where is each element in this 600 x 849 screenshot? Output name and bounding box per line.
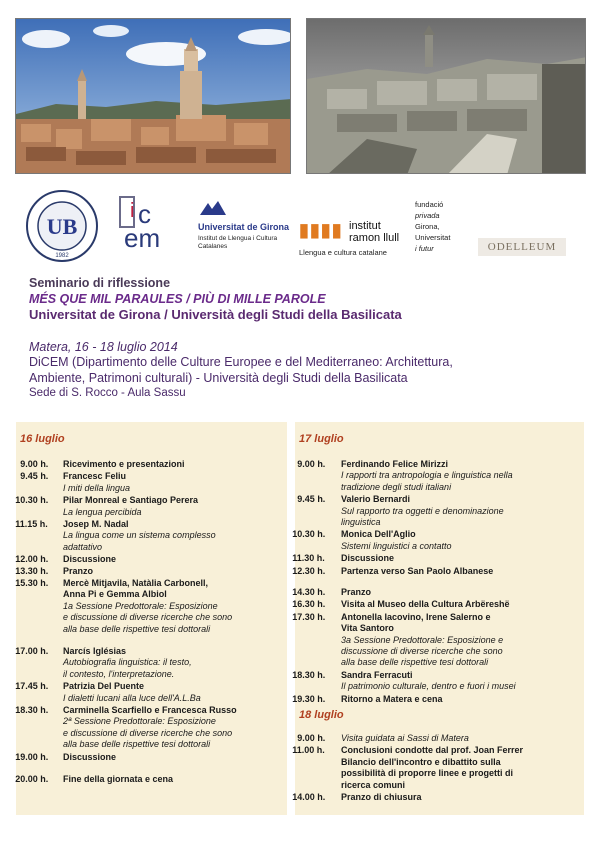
schedule-text: Ritorno a Matera e cena [341,693,443,704]
schedule-time: 9.00 h. [20,459,49,469]
schedule-text: Patrizia Del Puente [63,681,145,692]
institut-ramon-llull-logo: ▮▮▮▮ institut ramon llull Llengua e cultura catalane [299,220,400,257]
schedule-text: Anna Pi e Gemma Albiol [63,589,167,600]
schedule-text: Pranzo di chiusura [341,792,422,802]
schedule-detail: il contesto, l'interpretazione. [63,668,175,679]
department-line-2: Ambiente, Patrimoni culturali) - Università degli Studi della Basilicata [29,371,408,385]
schedule-time: 17.00 h. [15,646,49,656]
schedule-detail: Sul rapporto tra oggetti e denominazione [341,505,504,516]
schedule-detail: 2ª Sessione Predottorale: Esposizione [63,716,216,727]
schedule-detail: Autobiografia linguistica: il testo, [63,657,192,668]
schedule-text: Discussione [63,554,117,565]
schedule-text: Narcís Iglésias [63,646,127,656]
schedule-text: Partenza verso San Paolo Albanese [341,565,494,576]
schedule-time: 20.00 h. [15,774,49,784]
schedule-time: 17.45 h. [15,681,49,692]
svg-text:1982: 1982 [55,253,69,259]
svg-text:UB: UB [46,214,78,239]
program-panel-right [292,422,584,815]
schedule-time: 14.00 h. [292,792,326,802]
schedule-time: 9.45 h. [297,494,326,505]
seminar-title: MÉS QUE MIL PARAULES / PIÙ DI MILLE PAROLE [29,292,326,306]
schedule-text: Discussione [341,553,395,564]
schedule-detail: alla base delle rispettive tesi dottorali [63,739,211,750]
seminar-date: Matera, 16 - 18 luglio 2014 [29,340,178,354]
schedule-text: Ricevimento e presentazioni [63,459,185,469]
schedule-text: Visita al Museo della Cultura Arbëreshë [341,599,510,610]
schedule-time: 12.30 h. [292,565,326,576]
dicem-logo [118,187,180,257]
schedule-detail: I dialetti lucani alla luce dell'A.L.Ba [63,692,201,703]
schedule-detail: adattativo [63,541,103,552]
venue: Sede di S. Rocco - Aula Sassu [29,387,186,399]
schedule-text: Discussione [63,751,117,762]
schedule-detail: alla base delle rispettive tesi dottorali [63,623,211,634]
schedule-time: 9.00 h. [297,733,326,743]
schedule-text: Valerio Bernardi [341,494,411,505]
schedule-text: Francesc Feliu [63,471,127,482]
schedule-time: 14.30 h. [292,587,326,597]
schedule-time: 19.30 h. [292,693,326,704]
fundacio-girona-logo: fundació privada Girona, Universitat i futur [415,200,451,253]
schedule-time: 18.30 h. [292,669,326,680]
schedule-detail: Sistemi linguistici a contatto [341,540,452,551]
schedule-text: Pranzo [341,587,372,597]
seminar-info-block [29,340,589,399]
schedule-detail: La lingua come un sistema complesso [63,530,216,541]
schedule-time: 9.00 h. [297,459,326,469]
schedule-detail: alla base delle rispettive tesi dottorali [341,657,489,668]
schedule-text: Pilar Monreal e Santiago Perera [63,495,199,506]
seminar-organizers: Universitat de Girona / Università degli Studi della Basilicata [29,307,402,322]
schedule-detail: linguistica [341,516,381,527]
department-line-1: DiCEM (Dipartimento delle Culture Europee e del Mediterraneo: Architettura, [29,355,453,369]
schedule-detail: La lengua percibida [63,506,142,517]
svg-text:c: c [138,199,151,229]
llll-icon: ▮▮▮▮ [299,220,343,240]
svg-text:i: i [130,200,135,222]
schedule-text: Fine della giornata e cena [63,774,174,784]
girona-cityscape-photo [15,18,291,174]
universitat-girona-logo: Universitat de Girona Institut de Llengua i Cultura Catalanes [198,199,293,255]
schedule-detail: discussione di diverse ricerche che sono [341,645,503,656]
schedule-time: 11.00 h. [292,745,325,756]
schedule-time: 9.45 h. [20,471,49,482]
schedule-text: Antonella Iacovino, Irene Salerno e [341,611,491,622]
day-heading-16: 16 luglio [20,433,65,445]
schedule-detail: 3a Sessione Predottorale: Esposizione e [341,634,504,645]
day-heading-17: 17 luglio [299,433,344,445]
schedule-text: Pranzo [63,565,94,576]
unibas-logo [25,189,99,263]
schedule-text: Vita Santoro [341,623,394,634]
schedule-text: Conclusioni condotte dal prof. Joan Ferrer [341,745,524,756]
schedule-detail: Il patrimonio culturale, dentro e fuori i musei [341,681,516,692]
schedule-detail: e discussione di diverse ricerche che sono [63,727,233,738]
schedule-detail: e discussione di diverse ricerche che sono [63,612,233,623]
girona-bird-icon [198,199,228,217]
schedule-text: Carminella Scarfiello e Francesca Russo [63,705,237,715]
schedule-text: ricerca comuni [341,779,406,790]
schedule-detail: 1a Sessione Predottorale: Esposizione [63,600,218,611]
schedule-time: 12.00 h. [15,554,49,565]
logos-row [15,185,590,265]
schedule-time: 10.30 h. [15,495,49,506]
schedule-detail: Visita guidata ai Sassi di Matera [341,733,469,743]
schedule-detail: tradizione degli studi italiani [341,481,452,492]
day-heading-18: 18 luglio [299,709,344,721]
seminar-title-block [29,276,584,322]
svg-text:em: em [124,223,161,253]
program-panel-left [16,422,287,815]
schedule-text: Ferdinando Felice Mirizzi [341,459,449,469]
schedule-detail: I rapporti tra antropologia e linguistica nella [341,470,513,481]
schedule-text: Mercè Mitjavila, Natàlia Carbonell, [63,578,209,588]
schedule-time: 18.30 h. [15,705,49,715]
schedule-time: 11.30 h. [292,553,325,564]
schedule-time: 17.30 h. [292,611,326,622]
schedule-time: 10.30 h. [292,529,326,540]
schedule-text: Monica Dell'Aglio [341,529,416,540]
schedule-text: Josep M. Nadal [63,519,129,529]
seminar-subtitle: Seminario di riflessione [29,276,171,290]
schedule-text: Sandra Ferracuti [341,669,413,680]
schedule-time: 13.30 h. [15,565,49,576]
schedule-text: Bilancio dell'incontro e dibattito sulla [341,756,501,767]
schedule-time: 11.15 h. [15,519,48,529]
schedule-time: 19.00 h. [15,751,49,762]
odelleum-logo: ODELLEUM [478,238,566,256]
schedule-time: 15.30 h. [15,578,49,588]
schedule-detail: I miti della lingua [63,482,131,493]
schedule-time: 16.30 h. [292,599,326,610]
matera-sassi-photo [306,18,586,174]
schedule-text: possibilità di proporre linee e progetti di [341,768,514,779]
